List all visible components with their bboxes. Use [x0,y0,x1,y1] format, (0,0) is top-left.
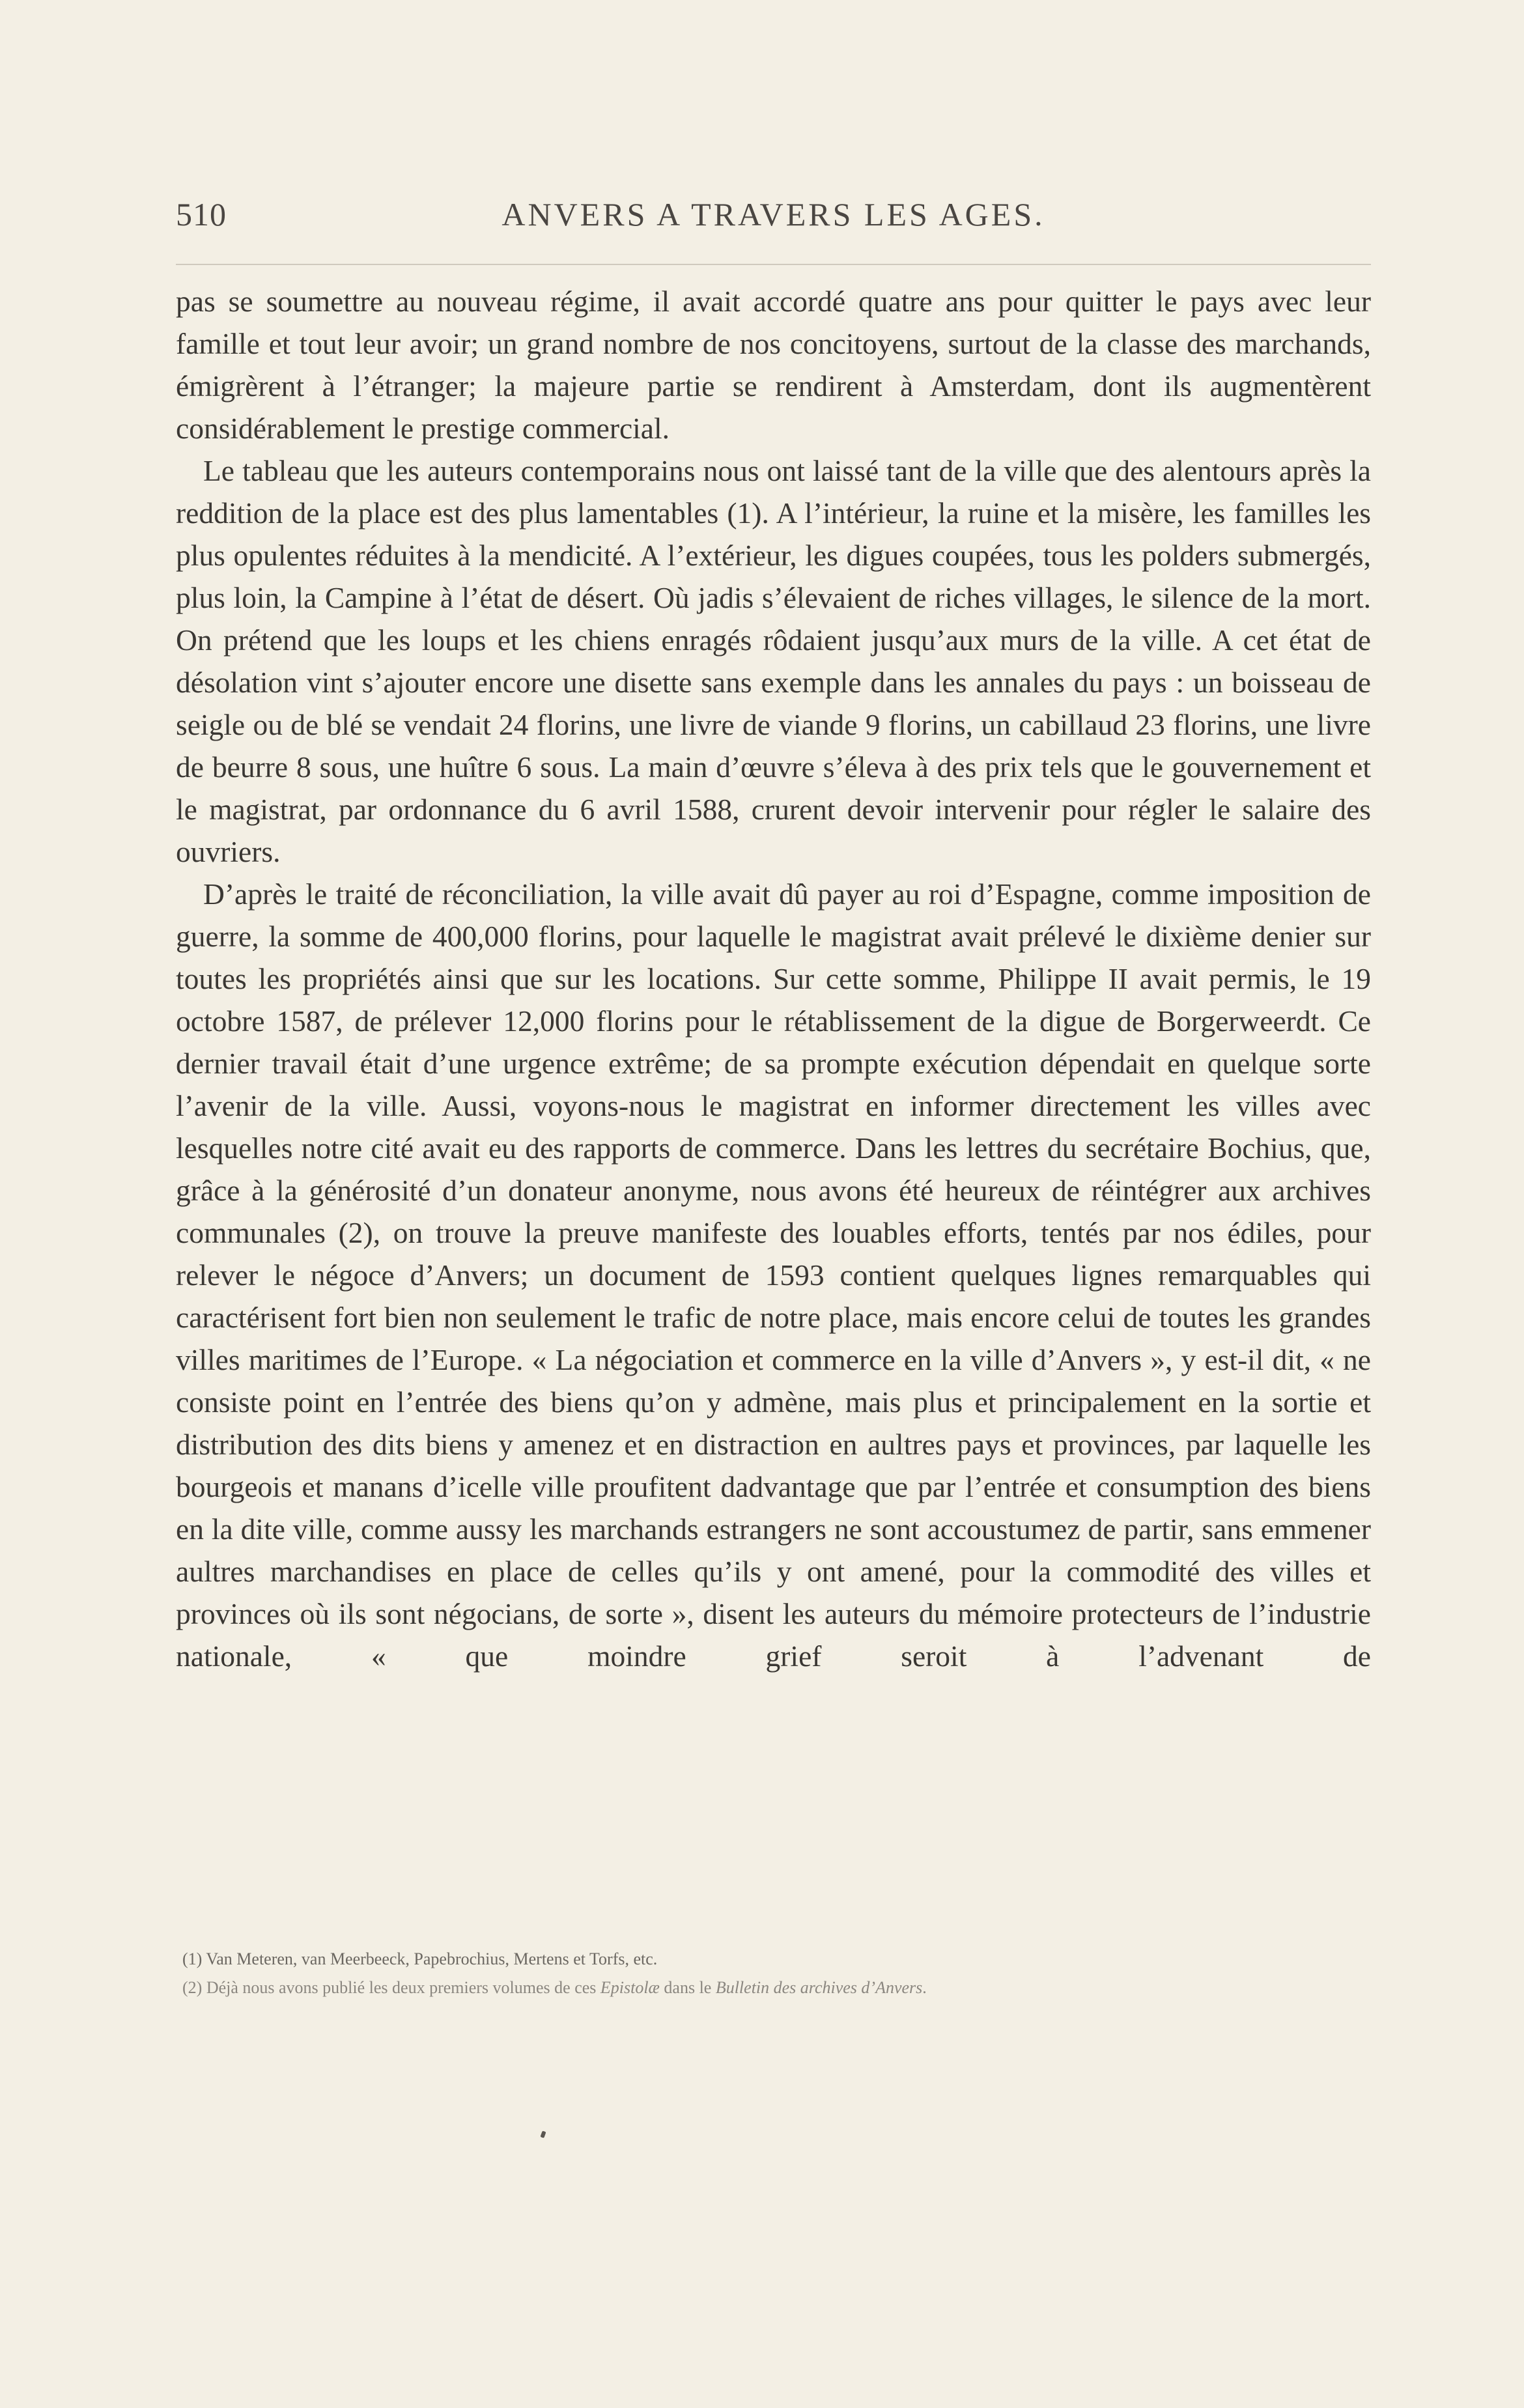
footnote-2-middle: dans le [659,1978,716,1997]
page-number: 510 [176,196,227,233]
running-title: ANVERS A TRAVERS LES AGES. [501,196,1045,233]
footnote-1: (1) Van Meteren, van Meerbeeck, Papebrochius, Mertens et Torfs, etc. [182,1949,658,1968]
footnote-2-prefix: (2) Déjà nous avons publié les deux premiers volumes de ces [182,1978,600,1997]
paragraph-3: D’après le traité de réconciliation, la ville avait dû payer au roi d’Espagne, comme imposition de guerre, la somme de 400,000 florins, pour laquelle le magistrat avait prélevé le dixième denier sur toutes les propriétés ainsi que sur les locations. Sur cette somme, Philippe II avait permis, le 19 octobre 1587, de prélever 12,000 florins pour le rétablissement de la digue de Borgerweerdt. Ce dernier travail était d’une urgence extrême; de sa prompte exécution dépendait en quelque sorte l’avenir de la ville. Aussi, voyons-nous le magistrat en informer directement les villes avec lesquelles notre cité avait eu des rapports de commerce. Dans les lettres du secrétaire Bochius, que, grâce à la générosité d’un donateur anonyme, nous avons été heureux de réintégrer aux archives communales (2), on trouve la preuve manifeste des louables efforts, tentés par nos édiles, pour relever le négoce d’Anvers; un document de 1593 contient quelques lignes remarquables qui caractérisent fort bien non seulement le trafic de notre place, mais encore celui de toutes les grandes villes maritimes de l’Europe. « La négociation et commerce en la ville d’Anvers », y est-il dit, « ne consiste point en l’entrée des biens qu’on y admène, mais plus et principalement en la sortie et distribution des dits biens y amenez et en distraction en aultres pays et provinces, par laquelle les bourgeois et manans d’icelle ville proufitent dadvantage que par l’entrée et consumption des biens en la dite ville, comme aussy les marchands estrangers ne sont accoustumez de partir, sans emmener aultres marchandises en place de celles qu’ils y ont amené, pour la commodité des villes et provinces où ils sont négocians, de sorte », disent les auteurs du mémoire protecteurs de l’industrie nationale, « que moindre grief seroit à l’advenant de [176,877,1371,1673]
page-header [176,195,1371,234]
footnote-2 [182,1974,1374,2002]
ink-speck [540,2131,546,2138]
footnote-2-epistolae: Epistolæ [600,1978,660,1997]
header-rule [176,264,1371,265]
footnote-2-bulletin: Bulletin des archives d’Anvers [715,1978,923,1997]
paragraph-1: pas se soumettre au nouveau régime, il avait accordé quatre ans pour quitter le pays avec leur famille et tout leur avoir; un grand nombre de nos concitoyens, surtout de la classe des marchands, émigrèrent à l’étranger; la majeure partie se rendirent à Amsterdam, dont ils augmentèrent considérablement le prestige commercial. [176,285,1371,445]
footnote-2-suffix: . [922,1978,927,1997]
footnotes [182,1945,1374,2002]
main-text [176,280,1371,1677]
paragraph-2: Le tableau que les auteurs contemporains nous ont laissé tant de la ville que des alentours après la reddition de la place est des plus lamentables (1). A l’intérieur, la ruine et la misère, les familles les plus opulentes réduites à la mendicité. A l’extérieur, les digues coupées, tous les polders submergés, plus loin, la Campine à l’état de désert. Où jadis s’élevaient de riches villages, le silence de la mort. On prétend que les loups et les chiens enragés rôdaient jusqu’aux murs de la ville. A cet état de désolation vint s’ajouter encore une disette sans exemple dans les annales du pays : un boisseau de seigle ou de blé se vendait 24 florins, une livre de viande 9 florins, un cabillaud 23 florins, une livre de beurre 8 sous, une huître 6 sous. La main d’œuvre s’éleva à des prix tels que le gouvernement et le magistrat, par ordonnance du 6 avril 1588, crurent devoir intervenir pour régler le salaire des ouvriers. [176,454,1371,868]
